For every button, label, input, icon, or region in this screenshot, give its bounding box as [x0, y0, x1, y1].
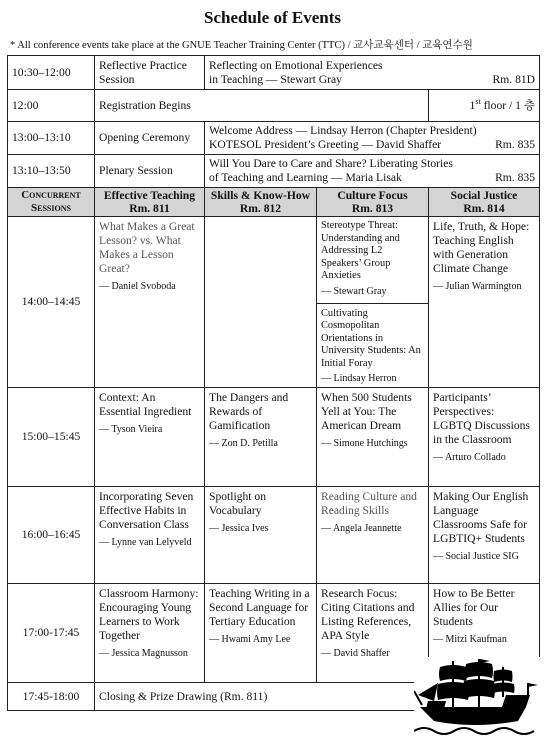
row-time: 10:30–12:00	[8, 56, 95, 90]
session-cell	[429, 487, 540, 584]
track-name: Effective Teaching	[103, 188, 196, 202]
session-title: Spotlight on Vocabulary	[209, 490, 267, 518]
session-presenter: — Social Justice SIG	[433, 550, 519, 562]
session-cell	[317, 487, 429, 584]
floor-suffix: st	[475, 96, 481, 106]
session-block	[317, 217, 428, 303]
floor-text: floor / 1 층	[480, 98, 536, 112]
session-presenter: — Simone Hutchings	[321, 438, 408, 449]
session-cell-split	[317, 217, 429, 388]
track-room: Rm. 813	[351, 201, 394, 215]
session-title: Research Focus: Citing Citations and Listing References, APA Style	[321, 587, 415, 642]
page-title: Schedule of Events	[204, 8, 341, 27]
concurrent-label-line: Concurrent	[21, 189, 81, 202]
session-cell	[95, 388, 205, 487]
session-title: When 500 Students Yell at You: The American Dream	[321, 391, 412, 433]
track-header	[317, 187, 429, 217]
session-presenter: — Lynne van Lelyveld	[99, 537, 192, 548]
track-room: Rm. 812	[239, 201, 282, 215]
concurrent-header-row	[8, 187, 540, 217]
session-title: The Dangers and Rewards of Gamification	[209, 391, 289, 433]
session-title: Reading Culture and Reading Skills	[321, 490, 417, 518]
track-room: Rm. 811	[129, 201, 170, 215]
session-block	[317, 304, 428, 387]
row-detail	[205, 122, 540, 155]
session-title: Teaching Writing in a Second Language for Tertiary Education	[209, 587, 310, 629]
room-label: Rm. 81D	[492, 72, 536, 86]
floor-number: 1	[469, 98, 476, 112]
row-detail	[205, 56, 540, 90]
track-name: Skills & Know-How	[210, 188, 311, 202]
schedule-table	[7, 55, 540, 711]
detail-line: in Teaching — Stewart Gray	[209, 72, 342, 86]
session-title: Stereotype Threat: Understanding and Addressing L2 Speakers’ Group Anxieties	[321, 220, 400, 282]
session-presenter: — Tyson Vieira	[99, 424, 163, 436]
session-presenter: — Jessica Magnusson	[99, 647, 188, 659]
session-cell	[205, 584, 317, 683]
session-row	[8, 487, 540, 584]
concurrent-label-line: Sessions	[31, 201, 71, 214]
slot-time: 15:00–15:45	[8, 388, 95, 487]
track-header	[205, 187, 317, 217]
row-time: 13:00–13:10	[8, 122, 95, 155]
session-presenter: — Zon D. Petilla	[209, 438, 278, 449]
session-cell	[429, 217, 540, 388]
detail-line: Reflecting on Emotional Experiences	[209, 58, 383, 72]
floor-label	[429, 90, 540, 122]
session-title: Making Our English Language Classrooms Safe for LGBTIQ+ Students	[433, 490, 529, 545]
session-cell	[429, 388, 540, 487]
detail-line: Will You Dare to Care and Share? Liberating Stories	[209, 156, 453, 170]
session-cell	[205, 388, 317, 487]
row-detail	[205, 154, 540, 187]
session-presenter: — Angela Jeannette	[321, 523, 402, 535]
session-cell	[317, 388, 429, 487]
schedule-row	[8, 56, 540, 90]
track-name: Social Justice	[450, 188, 518, 202]
session-presenter: — Stewart Gray	[321, 285, 387, 297]
detail-line: of Teaching and Learning — Maria Lisak	[209, 170, 402, 184]
track-header	[429, 187, 540, 217]
room-label: Rm. 835	[495, 170, 536, 184]
session-title: Life, Truth, & Hope: Teaching English with Generation Climate Change	[433, 220, 530, 275]
detail-line: KOTESOL President’s Greeting — David Shaffer	[209, 137, 442, 151]
venue-note: * All conference events take place at the GNUE Teacher Training Center (TTC) / 교사교육센터 / 교육연수원	[10, 40, 473, 51]
row-event: Registration Begins	[95, 90, 429, 122]
session-cell	[317, 584, 429, 683]
schedule-row	[8, 154, 540, 187]
room-label: Rm. 835	[495, 137, 536, 151]
session-cell	[95, 217, 205, 388]
session-cell	[205, 487, 317, 584]
session-cell	[95, 584, 205, 683]
row-event: Plenary Session	[95, 154, 205, 187]
schedule-row	[8, 90, 540, 122]
session-cell-empty	[205, 217, 317, 388]
session-presenter: — Mitzi Kaufman	[433, 634, 507, 645]
row-time: 13:10–13:50	[8, 154, 95, 187]
sailing-ship-icon	[414, 657, 540, 737]
session-presenter: — Arturo Collado	[433, 451, 506, 463]
row-event: Opening Ceremony	[95, 122, 205, 155]
slot-time: 14:00–14:45	[8, 217, 95, 388]
closing-event: Closing & Prize Drawing (Rm. 811)	[95, 683, 540, 711]
slot-time: 17:45-18:00	[8, 683, 95, 711]
session-title: Incorporating Seven Effective Habits in Conversation Class	[99, 490, 194, 532]
session-row	[8, 217, 540, 388]
row-event: Reflective Practice Session	[95, 56, 205, 90]
session-presenter: — Daniel Svoboda	[99, 280, 176, 292]
session-presenter: — Lindsay Herron	[321, 373, 397, 385]
track-header	[95, 187, 205, 217]
session-presenter: — Jessica Ives	[209, 523, 269, 535]
session-title: Participants’ Perspectives: LGBTQ Discussions in the Classroom	[433, 391, 530, 446]
concurrent-label	[8, 187, 95, 217]
session-title: Cultivating Cosmopolitan Orientations in University Students: An Initial Foray	[321, 307, 421, 369]
session-row	[8, 388, 540, 487]
session-title: Classroom Harmony: Encouraging Young Learners to Work Together	[99, 587, 199, 642]
session-title: What Makes a Great Lesson? vs. What Makes a Lesson Great?	[99, 220, 195, 275]
slot-time: 17:00-17:45	[8, 584, 95, 683]
slot-time: 16:00–16:45	[8, 487, 95, 584]
session-presenter: — Julian Warmington	[433, 280, 522, 292]
session-title: How to Be Better Allies for Our Students	[433, 587, 515, 629]
row-time: 12:00	[8, 90, 95, 122]
session-presenter: — David Shaffer	[321, 647, 390, 659]
track-room: Rm. 814	[463, 201, 505, 215]
session-presenter: — Hwami Amy Lee	[209, 634, 291, 645]
schedule-row	[8, 122, 540, 155]
session-cell	[95, 487, 205, 584]
session-title: Context: An Essential Ingredient	[99, 391, 192, 419]
detail-line: Welcome Address — Lindsay Herron (Chapter President)	[209, 124, 477, 137]
track-name: Culture Focus	[337, 188, 408, 202]
